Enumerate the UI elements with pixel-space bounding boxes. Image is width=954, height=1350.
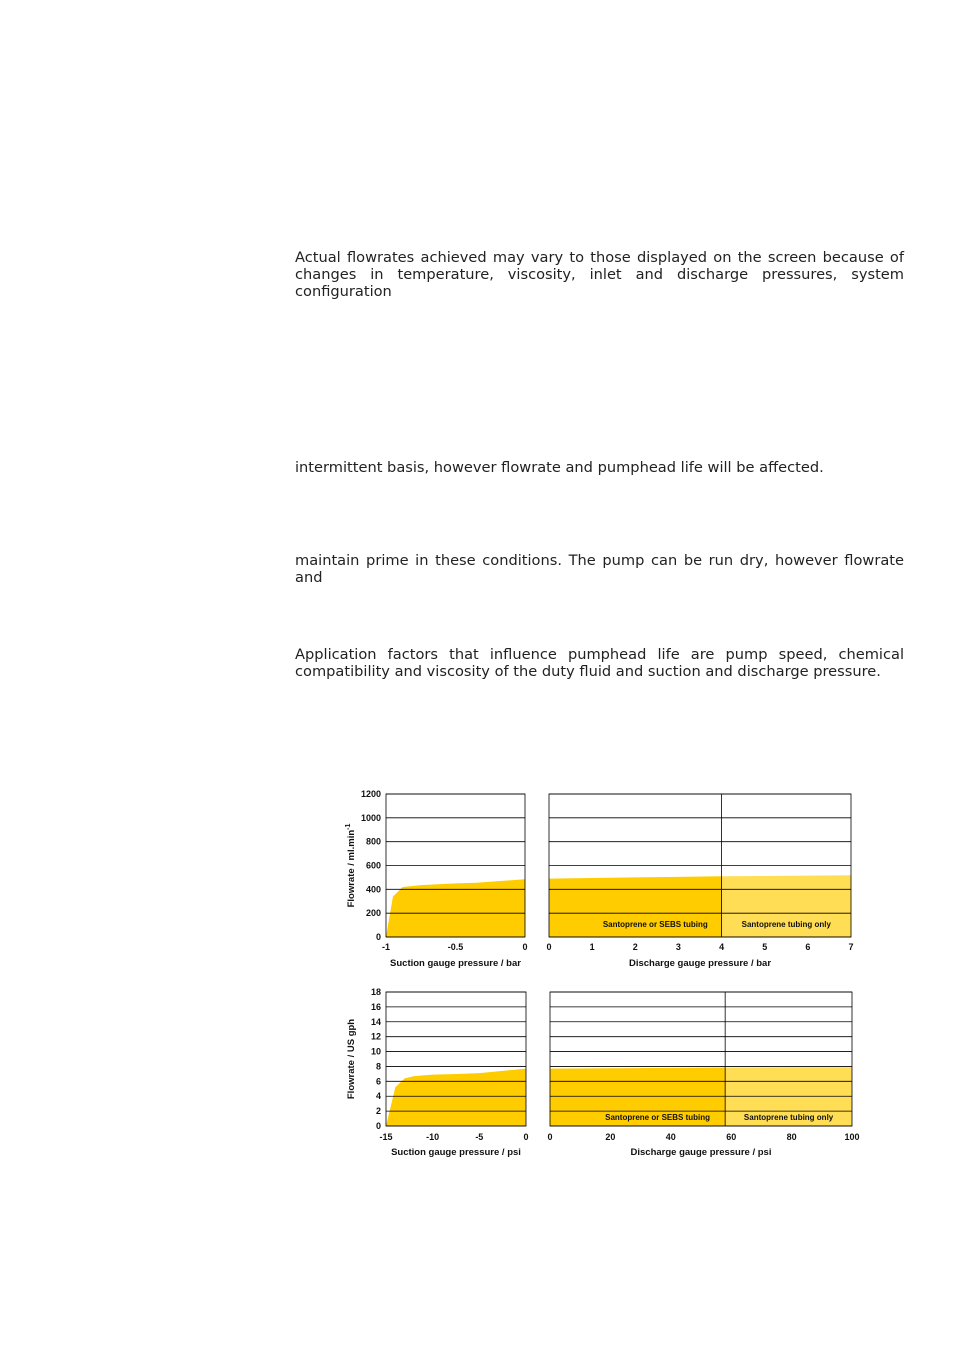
chart3-ytick-label: 8 (375, 1061, 381, 1072)
chart4-xtick-label: 0 (547, 1132, 553, 1142)
chart1-ytick-label: 800 (365, 836, 381, 847)
chart1-xtick-label: -1 (381, 942, 391, 952)
chart3-xtick-label: -10 (426, 1132, 440, 1142)
chart4-xtick-label: 80 (786, 1132, 797, 1142)
chart4-xtick-label: 60 (726, 1132, 737, 1142)
paragraph-maintain-prime: maintain prime in these conditions. The pump can be run dry, however flowrate and (295, 552, 904, 586)
chart3-ytick-label: 4 (375, 1091, 381, 1102)
chart2-xtick-label: 5 (762, 942, 768, 952)
chart2-xtick-label: 4 (719, 942, 725, 952)
chart3-xlabel: Suction gauge pressure / psi (391, 1147, 521, 1158)
paragraph-flowrate-variation: Actual flowrates achieved may vary to those displayed on the screen because of changes in temperature, viscosity, inlet and discharge pressures, system configuration (295, 249, 904, 300)
chart3-ytick-label: 0 (375, 1121, 381, 1131)
chart4-xtick-label: 100 (844, 1132, 860, 1142)
chart1-xtick-label: 0 (522, 942, 528, 952)
chart1-ytick-label: 1200 (360, 789, 381, 799)
chart3-ytick-label: 18 (370, 987, 381, 997)
chart3-ytick-label: 16 (370, 1001, 381, 1012)
chart1-ytick-label: 1000 (360, 812, 381, 823)
chart1-xtick-label: -0.5 (447, 942, 464, 952)
chart4-region-label-2: Santoprene tubing only (743, 1113, 834, 1122)
paragraph-intermittent: intermittent basis, however flowrate and pumphead life will be affected. (295, 459, 824, 476)
chart3-ytick-label: 6 (375, 1076, 381, 1087)
chart2-xlabel: Discharge gauge pressure / bar (628, 958, 772, 969)
chart3-ytick-label: 14 (370, 1016, 381, 1027)
chart3-xtick-label: -5 (475, 1132, 484, 1142)
chart3-ytick-label: 2 (375, 1106, 381, 1117)
chart3-area (386, 1069, 526, 1126)
chart1-ytick-label: 0 (375, 932, 381, 942)
chart2-xtick-label: 2 (632, 942, 638, 952)
chart2-xtick-label: 7 (848, 942, 854, 952)
chart1-ytick-label: 200 (365, 908, 381, 919)
chart1-ytick-label: 400 (365, 884, 381, 895)
chart3-xtick-label: -15 (379, 1132, 393, 1142)
chart3-ylabel: Flowrate / US gph (346, 1018, 357, 1100)
chart3-ytick-label: 12 (370, 1031, 381, 1042)
paragraph-application-factors: Application factors that influence pumphead life are pump speed, chemical compatibility and viscosity of the duty fluid and suction and discharge pressure. (295, 646, 904, 680)
chart2-xtick-label: 3 (675, 942, 681, 952)
chart1-area (386, 879, 525, 937)
chart2-xtick-label: 6 (805, 942, 811, 952)
chart4-xtick-label: 40 (665, 1132, 676, 1142)
chart1-xlabel: Suction gauge pressure / bar (390, 958, 521, 969)
chart3-ytick-label: 10 (370, 1046, 381, 1057)
chart4-xtick-label: 20 (605, 1132, 616, 1142)
chart1-ylabel: Flowrate / $ml.\min^{-1}$ (345, 823, 357, 908)
chart2-xtick-label: 1 (589, 942, 595, 952)
chart2-xtick-label: 0 (546, 942, 552, 952)
chart3-xtick-label: 0 (523, 1132, 529, 1142)
chart1-ytick-label: 600 (365, 860, 381, 871)
chart2-region-label-1: Santoprene or SEBS tubing (602, 920, 708, 929)
chart4-region-label-1: Santoprene or SEBS tubing (605, 1113, 711, 1122)
chart2-region-label-2: Santoprene tubing only (741, 920, 831, 929)
chart1-ylabel-superscript: -1 (345, 823, 352, 830)
chart4-xlabel: Discharge gauge pressure / psi (630, 1147, 772, 1158)
